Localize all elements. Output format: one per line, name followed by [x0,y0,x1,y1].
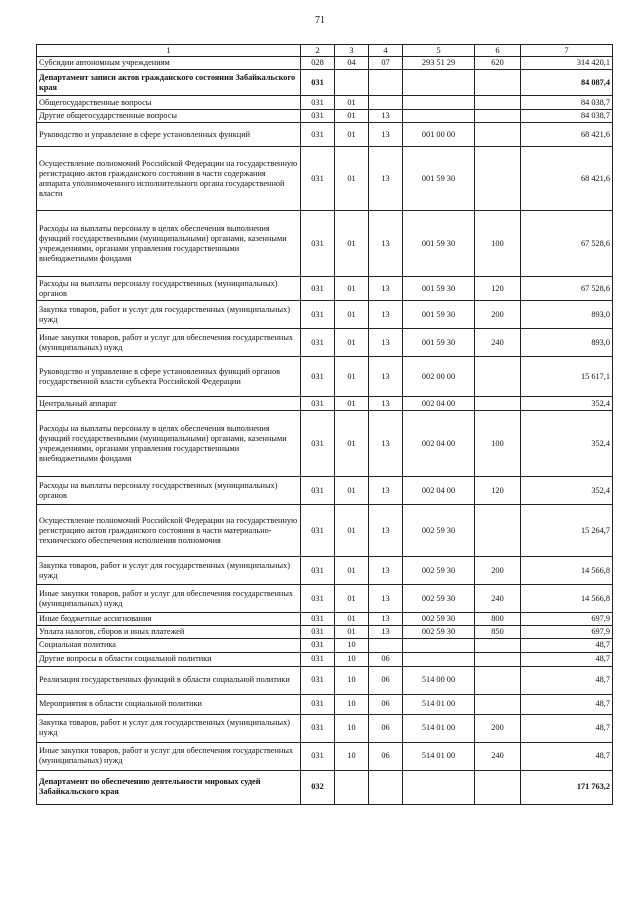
amount-cell: 893,0 [521,329,613,357]
item-name-cell: Другие общегосударственные вопросы [37,110,301,123]
admin-code-cell: 031 [301,585,335,613]
table-row [37,329,613,357]
section-code-cell: 10 [335,652,369,666]
target-article-cell [403,96,475,110]
target-article-cell: 001 59 30 [403,211,475,277]
admin-code-cell: 031 [301,613,335,626]
expense-type-cell [475,397,521,411]
item-name-cell: Расходы на выплаты персоналу в целях обеспечения выполнения функций государственными (муниципальными) органами, казенными учреждениями, органами управления государственными внебюджетными фондами [37,411,301,477]
item-name-cell: Субсидии автономным учреждениям [37,57,301,70]
target-article-cell: 001 00 00 [403,123,475,147]
subsection-code-cell [369,770,403,804]
expense-type-cell: 200 [475,714,521,742]
table-row [37,557,613,585]
section-code-cell: 01 [335,557,369,585]
expense-type-cell [475,652,521,666]
section-code-cell: 01 [335,147,369,211]
subsection-code-cell: 13 [369,626,403,639]
table-header-row [37,45,613,57]
section-code-cell: 01 [335,357,369,397]
table-row [37,626,613,639]
subsection-code-cell: 13 [369,357,403,397]
table-row [37,742,613,770]
admin-code-cell: 031 [301,357,335,397]
item-name-cell: Осуществление полномочий Российской Федерации на государственную регистрацию актов гражданского состояния в части материально-технического обеспечения исполнения полномочия [37,505,301,557]
subsection-code-cell: 06 [369,694,403,714]
item-name-cell: Иные закупки товаров, работ и услуг для обеспечения государственных (муниципальных) нужд [37,585,301,613]
section-code-cell: 01 [335,505,369,557]
section-code-cell: 01 [335,277,369,301]
section-code-cell: 10 [335,714,369,742]
target-article-cell: 002 04 00 [403,397,475,411]
header-cell: 6 [475,45,521,57]
target-article-cell: 293 51 29 [403,57,475,70]
target-article-cell: 002 04 00 [403,411,475,477]
subsection-code-cell: 13 [369,329,403,357]
table-row [37,110,613,123]
admin-code-cell: 031 [301,110,335,123]
amount-cell: 48,7 [521,694,613,714]
section-code-cell: 01 [335,585,369,613]
expense-type-cell [475,123,521,147]
expense-type-cell: 200 [475,301,521,329]
table-row [37,666,613,694]
amount-cell: 352,4 [521,397,613,411]
expense-type-cell [475,770,521,804]
target-article-cell [403,70,475,96]
expense-type-cell [475,110,521,123]
amount-cell: 48,7 [521,652,613,666]
admin-code-cell: 031 [301,666,335,694]
table-row [37,123,613,147]
target-article-cell: 002 59 30 [403,626,475,639]
target-article-cell: 514 01 00 [403,742,475,770]
target-article-cell: 002 59 30 [403,557,475,585]
amount-cell: 48,7 [521,742,613,770]
table-row [37,70,613,96]
admin-code-cell: 031 [301,147,335,211]
subsection-code-cell: 06 [369,666,403,694]
admin-code-cell: 031 [301,70,335,96]
budget-table [36,44,613,805]
subsection-code-cell [369,639,403,652]
subsection-code-cell: 13 [369,147,403,211]
section-code-cell: 10 [335,694,369,714]
target-article-cell: 001 59 30 [403,301,475,329]
expense-type-cell [475,694,521,714]
admin-code-cell: 031 [301,557,335,585]
page-number: 71 [315,15,325,26]
item-name-cell: Руководство и управление в сфере установленных функций органов государственной власти субъекта Российской Федерации [37,357,301,397]
section-code-cell: 01 [335,477,369,505]
expense-type-cell: 240 [475,329,521,357]
item-name-cell: Центральный аппарат [37,397,301,411]
admin-code-cell: 031 [301,123,335,147]
amount-cell: 697,9 [521,626,613,639]
table-row [37,57,613,70]
expense-type-cell [475,666,521,694]
item-name-cell: Мероприятия в области социальной политики [37,694,301,714]
subsection-code-cell: 13 [369,613,403,626]
header-cell: 4 [369,45,403,57]
admin-code-cell: 032 [301,770,335,804]
header-cell: 1 [37,45,301,57]
section-code-cell: 01 [335,211,369,277]
item-name-cell: Иные закупки товаров, работ и услуг для обеспечения государственных (муниципальных) нужд [37,742,301,770]
amount-cell: 67 528,6 [521,211,613,277]
amount-cell: 67 528,6 [521,277,613,301]
admin-code-cell: 031 [301,477,335,505]
admin-code-cell: 031 [301,301,335,329]
amount-cell: 171 763,2 [521,770,613,804]
expense-type-cell [475,96,521,110]
table-row [37,301,613,329]
table-row [37,714,613,742]
header-cell: 5 [403,45,475,57]
table-row [37,96,613,110]
target-article-cell [403,639,475,652]
item-name-cell: Другие вопросы в области социальной политики [37,652,301,666]
target-article-cell: 001 59 30 [403,277,475,301]
amount-cell: 84 087,4 [521,70,613,96]
subsection-code-cell: 13 [369,211,403,277]
target-article-cell: 001 59 30 [403,329,475,357]
item-name-cell: Департамент записи актов гражданского состояния Забайкальского края [37,70,301,96]
expense-type-cell: 620 [475,57,521,70]
item-name-cell: Закупка товаров, работ и услуг для государственных (муниципальных) нужд [37,301,301,329]
item-name-cell: Иные закупки товаров, работ и услуг для обеспечения государственных (муниципальных) нужд [37,329,301,357]
subsection-code-cell: 13 [369,301,403,329]
item-name-cell: Департамент по обеспечению деятельности мировых судей Забайкальского края [37,770,301,804]
amount-cell: 68 421,6 [521,123,613,147]
subsection-code-cell: 13 [369,557,403,585]
target-article-cell [403,110,475,123]
table-row [37,770,613,804]
expense-type-cell: 120 [475,277,521,301]
amount-cell: 14 566,8 [521,585,613,613]
amount-cell: 697,9 [521,613,613,626]
expense-type-cell [475,70,521,96]
table-row [37,652,613,666]
admin-code-cell: 031 [301,626,335,639]
section-code-cell: 01 [335,329,369,357]
table-row [37,277,613,301]
table-row [37,411,613,477]
expense-type-cell: 850 [475,626,521,639]
subsection-code-cell [369,70,403,96]
amount-cell: 352,4 [521,411,613,477]
subsection-code-cell: 13 [369,110,403,123]
item-name-cell: Расходы на выплаты персоналу государственных (муниципальных) органов [37,477,301,505]
expense-type-cell [475,639,521,652]
admin-code-cell: 031 [301,397,335,411]
expense-type-cell: 100 [475,411,521,477]
expense-type-cell: 200 [475,557,521,585]
amount-cell: 48,7 [521,666,613,694]
target-article-cell: 514 00 00 [403,666,475,694]
section-code-cell [335,70,369,96]
target-article-cell: 002 59 30 [403,613,475,626]
admin-code-cell: 031 [301,652,335,666]
expense-type-cell: 120 [475,477,521,505]
item-name-cell: Социальная политика [37,639,301,652]
amount-cell: 84 038,7 [521,96,613,110]
expense-type-cell [475,147,521,211]
amount-cell: 48,7 [521,714,613,742]
section-code-cell [335,770,369,804]
amount-cell: 314 420,1 [521,57,613,70]
section-code-cell: 01 [335,397,369,411]
target-article-cell: 002 00 00 [403,357,475,397]
target-article-cell [403,770,475,804]
target-article-cell: 514 01 00 [403,714,475,742]
section-code-cell: 01 [335,110,369,123]
subsection-code-cell: 06 [369,742,403,770]
admin-code-cell: 028 [301,57,335,70]
subsection-code-cell: 13 [369,411,403,477]
header-cell: 2 [301,45,335,57]
section-code-cell: 01 [335,301,369,329]
amount-cell: 48,7 [521,639,613,652]
subsection-code-cell: 13 [369,505,403,557]
subsection-code-cell: 06 [369,714,403,742]
item-name-cell: Расходы на выплаты персоналу государственных (муниципальных) органов [37,277,301,301]
section-code-cell: 01 [335,613,369,626]
admin-code-cell: 031 [301,742,335,770]
header-cell: 7 [521,45,613,57]
subsection-code-cell: 07 [369,57,403,70]
admin-code-cell: 031 [301,714,335,742]
admin-code-cell: 031 [301,639,335,652]
table-row [37,639,613,652]
amount-cell: 893,0 [521,301,613,329]
item-name-cell: Закупка товаров, работ и услуг для государственных (муниципальных) нужд [37,557,301,585]
target-article-cell: 514 01 00 [403,694,475,714]
target-article-cell [403,652,475,666]
amount-cell: 84 038,7 [521,110,613,123]
table-row [37,397,613,411]
section-code-cell: 10 [335,639,369,652]
item-name-cell: Руководство и управление в сфере установленных функций [37,123,301,147]
section-code-cell: 01 [335,411,369,477]
table-row [37,147,613,211]
admin-code-cell: 031 [301,694,335,714]
admin-code-cell: 031 [301,411,335,477]
target-article-cell: 001 59 30 [403,147,475,211]
admin-code-cell: 031 [301,96,335,110]
item-name-cell: Расходы на выплаты персоналу в целях обеспечения выполнения функций государственными (муниципальными) органами, казенными учреждениями, органами управления государственными внебюджетными фондами [37,211,301,277]
amount-cell: 352,4 [521,477,613,505]
expense-type-cell [475,357,521,397]
subsection-code-cell: 06 [369,652,403,666]
admin-code-cell: 031 [301,505,335,557]
section-code-cell: 04 [335,57,369,70]
target-article-cell: 002 04 00 [403,477,475,505]
table-row [37,211,613,277]
expense-type-cell: 100 [475,211,521,277]
target-article-cell: 002 59 30 [403,505,475,557]
expense-type-cell: 240 [475,742,521,770]
table-row [37,694,613,714]
section-code-cell: 10 [335,666,369,694]
admin-code-cell: 031 [301,329,335,357]
section-code-cell: 01 [335,123,369,147]
table-row [37,585,613,613]
expense-type-cell: 800 [475,613,521,626]
table-row [37,357,613,397]
admin-code-cell: 031 [301,277,335,301]
amount-cell: 15 617,1 [521,357,613,397]
item-name-cell: Закупка товаров, работ и услуг для государственных (муниципальных) нужд [37,714,301,742]
section-code-cell: 10 [335,742,369,770]
section-code-cell: 01 [335,96,369,110]
admin-code-cell: 031 [301,211,335,277]
subsection-code-cell: 13 [369,277,403,301]
table-row [37,505,613,557]
subsection-code-cell: 13 [369,477,403,505]
subsection-code-cell: 13 [369,585,403,613]
subsection-code-cell: 13 [369,397,403,411]
header-cell: 3 [335,45,369,57]
item-name-cell: Общегосударственные вопросы [37,96,301,110]
item-name-cell: Осуществление полномочий Российской Федерации на государственную регистрацию актов гражданского состояния в части содержания аппарата уполномоченного исполнительного органа государственной власти [37,147,301,211]
amount-cell: 15 264,7 [521,505,613,557]
item-name-cell: Реализация государственных функций в области социальной политики [37,666,301,694]
amount-cell: 14 566,8 [521,557,613,585]
section-code-cell: 01 [335,626,369,639]
item-name-cell: Иные бюджетные ассигнования [37,613,301,626]
expense-type-cell: 240 [475,585,521,613]
table-row [37,477,613,505]
subsection-code-cell: 13 [369,123,403,147]
subsection-code-cell [369,96,403,110]
expense-type-cell [475,505,521,557]
amount-cell: 68 421,6 [521,147,613,211]
target-article-cell: 002 59 30 [403,585,475,613]
table-row [37,613,613,626]
item-name-cell: Уплата налогов, сборов и иных платежей [37,626,301,639]
